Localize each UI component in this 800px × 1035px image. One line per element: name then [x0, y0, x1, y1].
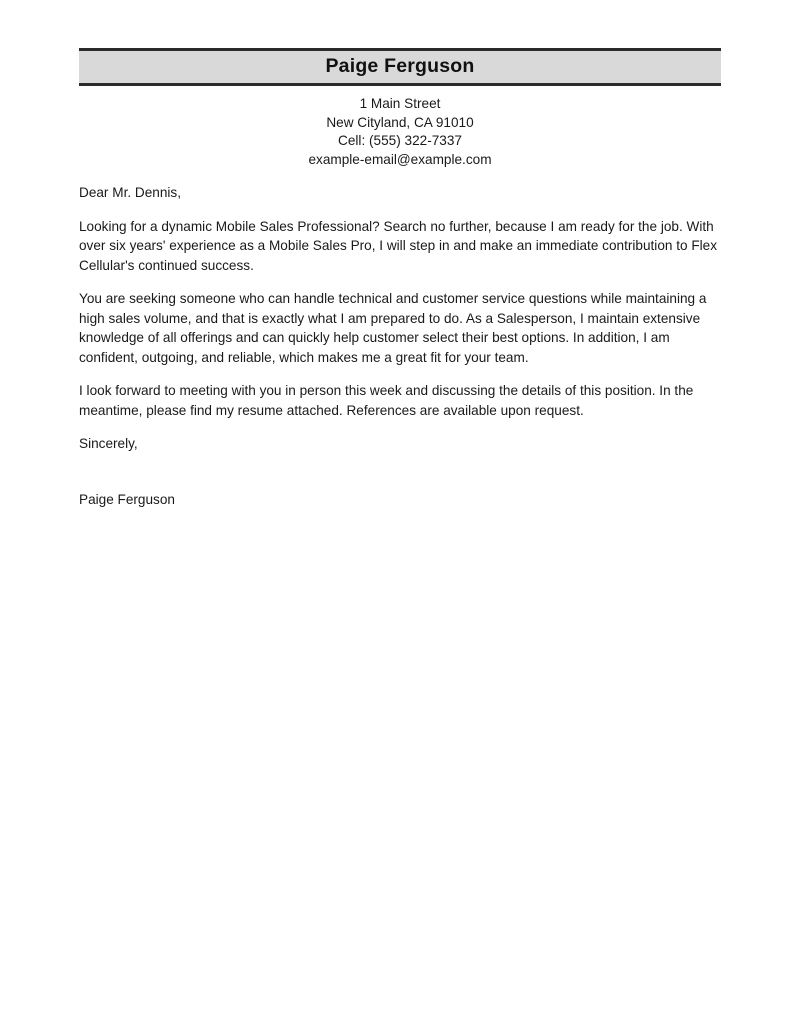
letter-paragraph-2: You are seeking someone who can handle technical and customer service questions while maintaining a high sales volume, and that is exactly what I am prepared to do. As a Salesperson, I maintain extensive knowledge of all offerings and can quickly help customer select their best options. In addition, I am confident, outgoing, and reliable, which makes me a great fit for your team.	[79, 291, 707, 365]
signature-space	[79, 454, 721, 490]
name-header-banner	[79, 48, 721, 86]
letter-signature-name: Paige Ferguson	[79, 491, 175, 507]
letter-closing: Sincerely,	[79, 436, 138, 451]
contact-line-email: example-email@example.com	[308, 151, 492, 167]
contact-line-street: 1 Main Street	[359, 96, 441, 111]
letter-content	[79, 183, 721, 509]
letter-salutation: Dear Mr. Dennis,	[79, 185, 181, 200]
contact-line-phone: Cell: (555) 322-7337	[338, 133, 462, 148]
contact-line-city-state-zip: New Cityland, CA 91010	[326, 114, 474, 130]
applicant-name: Paige Ferguson	[325, 55, 475, 78]
contact-info-block	[79, 95, 721, 169]
letter-paragraph-1: Looking for a dynamic Mobile Sales Professional? Search no further, because I am ready for the job. With over six years' experience as a Mobile Sales Pro, I will step in and make an immediate contribution to Flex Cellular's continued success.	[79, 218, 718, 273]
letter-paragraph-3: I look forward to meeting with you in person this week and discussing the details of this position. In the meantime, please find my resume attached. References are available upon request.	[79, 383, 694, 418]
cover-letter-body	[79, 48, 721, 509]
